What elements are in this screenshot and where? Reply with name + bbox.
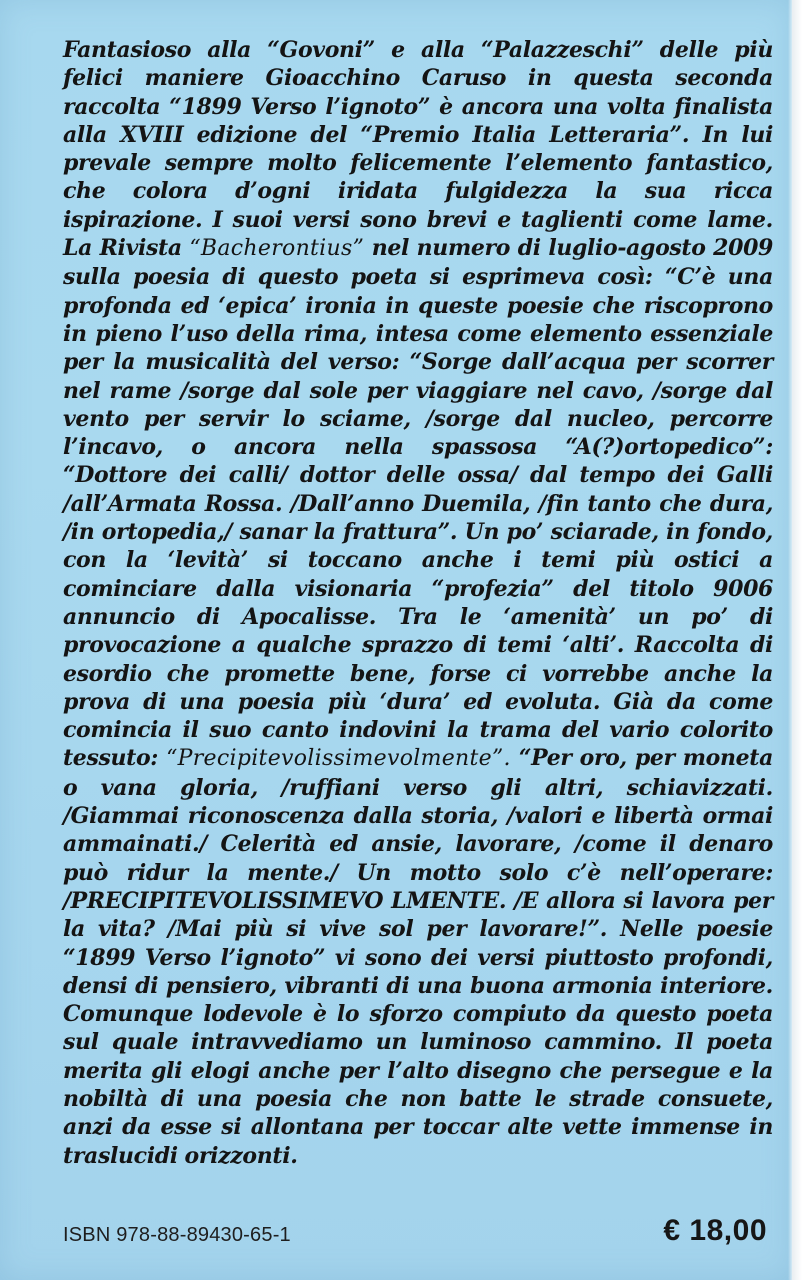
isbn-number: ISBN 978-88-89430-65-1 [63,1224,291,1246]
blurb-text [63,36,773,1170]
price-label: € 18,00 [663,1214,767,1247]
blurb-part-2: nel numero di luglio-agosto 2009 sulla poesia di questo poeta si esprimeva così: “C’è una profonda ed ‘epica’ ironia in queste poesie che riscoprono in pieno l’uso della rima, intesa come elemento essenziale per la musicalità del verso: “Sorge dall’acqua per scorrer nel rame /sorge dal sole per viaggiare nel cavo, /sorge dal vento per servir lo sciame, /sorge dal nucleo, percorre l’incavo, o ancora nella spassosa “A(?)ortopedico”: “Dottore dei calli/ dottor delle ossa/ dal tempo dei Galli /all’Armata Rossa. /Dall’anno Duemila, /fin tanto che dura, /in ortopedia,/ sanar la frattura”. Un po’ sciarade, in fondo, con la ‘levità’ si toccano anche i temi più ostici a cominciare dalla visionaria “profezia” del titolo 9006 annuncio di Apocalisse. Tra le ‘amenità’ un po’ di provocazione a qualche sprazzo di temi ‘alti’. Raccolta di esordio che promette bene, forse ci vorrebbe anche la prova di una poesia più ‘dura’ ed evoluta. Già da come comincia il suo canto indovini la trama del vario colorito tessuto: [63,235,774,772]
rivista-name: “Bacherontius” [189,236,365,262]
motto-word: “Precipitevolissimevolmente”. [166,746,511,772]
page-edge [792,0,802,1280]
blurb-part-3: “Per oro, per moneta o vana gloria, /ruffiani verso gli altri, schiavizzati. /Giammai riconoscenza dalla storia, /valori e libertà ormai ammainati./ Celerità ed ansie, lavorare, /come il denaro può ridur la mente./ Un motto solo c’è nell’operare: /PRECIPITEVOLISSIMEVO LMENTE. /E allora si lavora per la vita? /Mai più si vive sol per lavorare!”. Nelle poesie “1899 Verso l’ignoto” vi sono dei versi piuttosto profondi, densi di pensiero, vibranti di una buona armonia interiore. Comunque lodevole è lo sforzo compiuto da questo poeta sul quale intravvediamo un luminoso cammino. Il poeta merita gli elogi anche per l’alto disegno che persegue e la nobiltà di una poesia che non batte le strade consuete, anzi da esse si allontana per toccar alte vette immense in traslucidi orizzonti. [63,745,773,1169]
blurb-part-1: Fantasioso alla “Govoni” e alla “Palazzeschi” delle più felici maniere Gioacchino Caruso in questa seconda raccolta “1899 Verso l’ignoto” è ancora una volta finalista alla XVIII edizione del “Premio Italia Letteraria”. In lui prevale sempre molto felicemente l’elemento fantastico, che colora d’ogni iridata fulgidezza la sua ricca ispirazione. I suoi versi sono brevi e taglienti come lame. La Rivista [63,37,773,262]
cover-footer [63,1212,773,1252]
